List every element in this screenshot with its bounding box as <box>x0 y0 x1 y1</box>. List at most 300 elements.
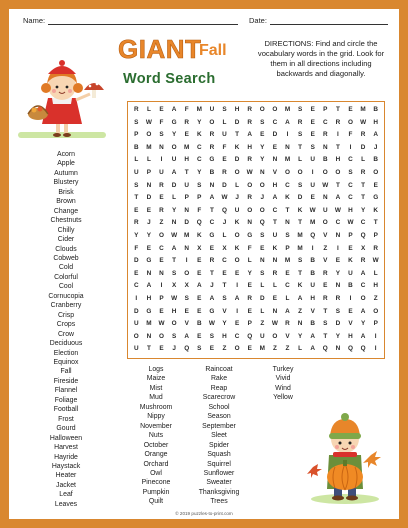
grid-letter[interactable]: O <box>146 131 152 139</box>
grid-letter[interactable]: M <box>184 143 190 151</box>
grid-letter[interactable]: R <box>133 106 139 114</box>
grid-letter[interactable]: D <box>297 194 303 202</box>
grid-letter[interactable]: T <box>361 194 366 202</box>
grid-letter[interactable]: C <box>272 118 278 126</box>
grid-letter[interactable]: E <box>159 345 164 353</box>
grid-letter[interactable]: U <box>322 206 328 214</box>
grid-letter[interactable]: S <box>222 295 227 303</box>
grid-letter[interactable]: K <box>272 244 278 252</box>
grid-letter[interactable]: E <box>222 156 227 164</box>
grid-letter[interactable]: Y <box>197 118 202 126</box>
grid-letter[interactable]: W <box>171 295 178 303</box>
grid-letter[interactable]: L <box>247 257 252 265</box>
grid-letter[interactable]: D <box>272 131 278 139</box>
grid-letter[interactable]: H <box>184 156 189 164</box>
grid-letter[interactable]: T <box>184 169 189 177</box>
grid-letter[interactable]: C <box>348 194 353 202</box>
grid-letter[interactable]: D <box>234 156 240 164</box>
grid-letter[interactable]: D <box>133 257 139 265</box>
grid-letter[interactable]: Y <box>260 156 265 164</box>
grid-letter[interactable]: N <box>285 143 290 151</box>
grid-letter[interactable]: E <box>197 307 202 315</box>
grid-letter[interactable]: L <box>134 156 139 164</box>
grid-letter[interactable]: S <box>171 269 177 277</box>
grid-letter[interactable]: T <box>361 181 366 189</box>
grid-letter[interactable]: N <box>184 206 189 214</box>
grid-letter[interactable]: G <box>146 307 152 315</box>
grid-letter[interactable]: I <box>311 169 314 177</box>
grid-letter[interactable]: S <box>260 118 265 126</box>
grid-letter[interactable]: N <box>335 232 341 240</box>
grid-letter[interactable]: U <box>259 332 265 340</box>
grid-letter[interactable]: O <box>373 307 379 315</box>
grid-letter[interactable]: L <box>260 307 265 315</box>
grid-letter[interactable]: S <box>297 257 303 265</box>
grid-letter[interactable]: P <box>373 232 378 240</box>
grid-letter[interactable]: M <box>284 106 291 114</box>
grid-letter[interactable]: W <box>145 118 152 126</box>
grid-letter[interactable]: V <box>348 320 353 328</box>
grid-letter[interactable]: K <box>297 206 303 214</box>
grid-letter[interactable]: A <box>335 194 341 202</box>
grid-letter[interactable]: M <box>196 106 202 114</box>
grid-letter[interactable]: E <box>197 269 202 277</box>
grid-letter[interactable]: M <box>310 219 316 227</box>
grid-letter[interactable]: I <box>374 332 377 340</box>
grid-letter[interactable]: R <box>335 295 341 303</box>
grid-letter[interactable]: L <box>298 156 303 164</box>
grid-letter[interactable]: P <box>184 194 189 202</box>
grid-letter[interactable]: O <box>259 206 265 214</box>
grid-letter[interactable]: O <box>234 345 240 353</box>
grid-letter[interactable]: Q <box>247 332 253 340</box>
grid-letter[interactable]: I <box>135 295 138 303</box>
grid-letter[interactable]: R <box>360 131 366 139</box>
grid-letter[interactable]: R <box>159 181 164 189</box>
grid-letter[interactable]: R <box>335 118 341 126</box>
grid-letter[interactable]: Y <box>134 232 139 240</box>
grid-letter[interactable]: E <box>146 244 152 252</box>
grid-letter[interactable]: A <box>360 332 366 340</box>
grid-letter[interactable]: P <box>146 169 152 177</box>
grid-letter[interactable]: E <box>348 106 353 114</box>
grid-letter[interactable]: O <box>272 332 278 340</box>
grid-letter[interactable]: T <box>285 206 290 214</box>
grid-letter[interactable]: A <box>297 295 303 303</box>
grid-letter[interactable]: Y <box>360 320 366 328</box>
grid-letter[interactable]: I <box>185 257 188 265</box>
grid-letter[interactable]: O <box>184 269 190 277</box>
grid-letter[interactable]: B <box>310 320 315 328</box>
grid-letter[interactable]: A <box>171 106 177 114</box>
grid-letter[interactable]: N <box>209 181 215 189</box>
grid-letter[interactable]: L <box>172 194 177 202</box>
grid-letter[interactable]: N <box>272 156 278 164</box>
grid-letter[interactable]: K <box>373 206 378 214</box>
grid-letter[interactable]: J <box>373 143 378 151</box>
grid-letter[interactable]: E <box>310 118 315 126</box>
grid-letter[interactable]: Y <box>335 269 341 277</box>
grid-letter[interactable]: R <box>247 118 252 126</box>
grid-letter[interactable]: R <box>297 118 303 126</box>
grid-letter[interactable]: Z <box>260 320 265 328</box>
grid-letter[interactable]: B <box>373 156 378 164</box>
grid-letter[interactable]: D <box>335 320 341 328</box>
grid-letter[interactable]: C <box>348 156 353 164</box>
grid-letter[interactable]: L <box>235 181 240 189</box>
grid-letter[interactable]: J <box>172 345 176 353</box>
grid-letter[interactable]: T <box>134 194 139 202</box>
grid-letter[interactable]: F <box>247 244 252 252</box>
grid-letter[interactable]: E <box>260 131 265 139</box>
grid-letter[interactable]: R <box>272 269 278 277</box>
grid-letter[interactable]: E <box>272 143 278 151</box>
grid-letter[interactable]: C <box>285 282 290 290</box>
grid-letter[interactable]: H <box>272 181 278 189</box>
grid-letter[interactable]: E <box>272 295 278 303</box>
grid-letter[interactable]: Q <box>348 345 353 353</box>
grid-letter[interactable]: H <box>234 106 240 114</box>
grid-letter[interactable]: M <box>284 156 291 164</box>
grid-letter[interactable]: T <box>172 257 177 265</box>
grid-letter[interactable]: R <box>184 118 189 126</box>
grid-letter[interactable]: T <box>335 106 340 114</box>
grid-letter[interactable]: A <box>171 169 177 177</box>
grid-letter[interactable]: R <box>133 219 139 227</box>
grid-letter[interactable]: I <box>311 244 314 252</box>
grid-letter[interactable]: E <box>234 320 240 328</box>
grid-letter[interactable]: N <box>272 307 278 315</box>
grid-letter[interactable]: O <box>360 295 366 303</box>
grid-letter[interactable]: E <box>159 194 164 202</box>
grid-letter[interactable]: J <box>210 282 214 290</box>
grid-letter[interactable]: C <box>360 219 366 227</box>
grid-letter[interactable]: P <box>197 194 202 202</box>
grid-letter[interactable]: I <box>160 282 163 290</box>
grid-letter[interactable]: E <box>323 282 328 290</box>
grid-letter[interactable]: D <box>222 181 227 189</box>
grid-letter[interactable]: U <box>133 320 139 328</box>
grid-letter[interactable]: W <box>171 232 178 240</box>
grid-letter[interactable]: B <box>310 269 315 277</box>
grid-letter[interactable]: I <box>236 282 238 290</box>
grid-letter[interactable]: E <box>184 307 189 315</box>
grid-letter[interactable]: H <box>373 282 378 290</box>
grid-letter[interactable]: T <box>209 206 214 214</box>
grid-letter[interactable]: K <box>234 244 240 252</box>
grid-letter[interactable]: Y <box>146 232 152 240</box>
grid-letter[interactable]: H <box>146 295 152 303</box>
grid-letter[interactable]: N <box>146 269 152 277</box>
grid-letter[interactable]: E <box>310 106 315 114</box>
grid-letter[interactable]: B <box>209 169 215 177</box>
grid-letter[interactable]: L <box>373 269 378 277</box>
grid-letter[interactable]: V <box>285 332 290 340</box>
grid-letter[interactable]: E <box>373 181 378 189</box>
grid-letter[interactable]: E <box>146 206 152 214</box>
grid-letter[interactable]: Y <box>197 169 202 177</box>
grid-letter[interactable]: O <box>171 143 177 151</box>
grid-letter[interactable]: N <box>146 181 152 189</box>
grid-letter[interactable]: E <box>348 244 353 252</box>
grid-letter[interactable]: K <box>234 143 240 151</box>
grid-letter[interactable]: J <box>260 194 265 202</box>
grid-letter[interactable]: K <box>234 219 240 227</box>
grid-letter[interactable]: U <box>310 282 315 290</box>
grid-letter[interactable]: V <box>323 257 328 265</box>
grid-letter[interactable]: A <box>360 307 366 315</box>
grid-letter[interactable]: N <box>322 143 328 151</box>
grid-letter[interactable]: D <box>184 219 189 227</box>
grid-letter[interactable]: U <box>133 345 139 353</box>
grid-letter[interactable]: Z <box>159 219 164 227</box>
grid-letter[interactable]: M <box>146 320 152 328</box>
grid-letter[interactable]: S <box>260 269 265 277</box>
grid-letter[interactable]: E <box>234 269 240 277</box>
grid-letter[interactable]: Q <box>184 345 190 353</box>
grid-letter[interactable]: O <box>373 169 379 177</box>
grid-letter[interactable]: E <box>134 206 139 214</box>
grid-letter[interactable]: S <box>285 232 290 240</box>
grid-letter[interactable]: X <box>197 244 202 252</box>
grid-letter[interactable]: I <box>236 307 238 315</box>
grid-letter[interactable]: E <box>247 345 252 353</box>
grid-letter[interactable]: B <box>133 143 139 151</box>
grid-letter[interactable]: W <box>221 194 228 202</box>
grid-letter[interactable]: M <box>297 232 303 240</box>
grid-letter[interactable]: B <box>373 106 378 114</box>
grid-letter[interactable]: M <box>360 106 366 114</box>
grid-letter[interactable]: I <box>349 295 352 303</box>
grid-letter[interactable]: O <box>159 332 164 340</box>
grid-letter[interactable]: S <box>209 332 215 340</box>
grid-letter[interactable]: A <box>171 244 177 252</box>
date-line[interactable] <box>270 17 388 25</box>
grid-letter[interactable]: N <box>272 257 278 265</box>
grid-letter[interactable]: H <box>335 156 341 164</box>
grid-letter[interactable]: C <box>196 156 202 164</box>
grid-letter[interactable]: X <box>222 244 227 252</box>
grid-letter[interactable]: J <box>222 219 227 227</box>
grid-letter[interactable]: N <box>259 169 265 177</box>
grid-letter[interactable]: L <box>260 282 265 290</box>
grid-letter[interactable]: R <box>209 257 215 265</box>
grid-letter[interactable]: R <box>322 131 328 139</box>
grid-letter[interactable]: R <box>322 295 328 303</box>
grid-letter[interactable]: R <box>322 269 328 277</box>
date-field[interactable] <box>249 16 388 25</box>
grid-letter[interactable]: L <box>146 156 151 164</box>
grid-letter[interactable]: I <box>349 143 352 151</box>
grid-letter[interactable]: S <box>197 181 202 189</box>
grid-letter[interactable]: N <box>184 244 189 252</box>
grid-letter[interactable]: U <box>171 156 177 164</box>
grid-letter[interactable]: Q <box>259 219 265 227</box>
grid-letter[interactable]: W <box>360 118 367 126</box>
grid-letter[interactable]: A <box>272 194 278 202</box>
grid-letter[interactable]: M <box>184 232 190 240</box>
grid-letter[interactable]: W <box>246 169 253 177</box>
grid-letter[interactable]: Y <box>171 131 177 139</box>
grid-letter[interactable]: S <box>171 332 177 340</box>
grid-letter[interactable]: I <box>337 131 339 139</box>
grid-letter[interactable]: E <box>247 307 252 315</box>
grid-letter[interactable]: C <box>209 219 215 227</box>
grid-letter[interactable]: E <box>184 131 189 139</box>
grid-letter[interactable]: C <box>360 282 366 290</box>
grid-letter[interactable]: O <box>234 169 240 177</box>
grid-letter[interactable]: S <box>323 320 328 328</box>
grid-letter[interactable]: O <box>322 169 328 177</box>
grid-letter[interactable]: A <box>360 269 366 277</box>
grid-letter[interactable]: L <box>361 156 366 164</box>
grid-letter[interactable]: S <box>184 295 189 303</box>
grid-letter[interactable]: S <box>348 169 353 177</box>
grid-letter[interactable]: J <box>147 219 151 227</box>
grid-letter[interactable]: R <box>209 131 215 139</box>
grid-letter[interactable]: R <box>360 257 366 265</box>
grid-letter[interactable]: G <box>209 232 215 240</box>
grid-letter[interactable]: A <box>285 307 290 315</box>
grid-letter[interactable]: T <box>209 269 214 277</box>
grid-letter[interactable]: I <box>374 345 377 353</box>
grid-letter[interactable]: O <box>348 118 353 126</box>
name-field[interactable] <box>23 16 238 25</box>
grid-letter[interactable]: O <box>234 257 240 265</box>
grid-letter[interactable]: O <box>159 232 164 240</box>
grid-letter[interactable]: C <box>285 181 290 189</box>
grid-letter[interactable]: C <box>335 219 341 227</box>
grid-letter[interactable]: W <box>322 181 329 189</box>
grid-letter[interactable]: V <box>323 232 328 240</box>
grid-letter[interactable]: S <box>297 106 303 114</box>
name-line[interactable] <box>48 17 238 25</box>
grid-letter[interactable]: M <box>284 257 291 265</box>
grid-letter[interactable]: Y <box>171 206 177 214</box>
grid-letter[interactable]: B <box>196 320 202 328</box>
grid-letter[interactable]: E <box>285 269 290 277</box>
grid-letter[interactable]: Z <box>373 295 378 303</box>
grid-letter[interactable]: S <box>159 131 164 139</box>
grid-letter[interactable]: B <box>348 282 353 290</box>
grid-letter[interactable]: O <box>259 106 265 114</box>
grid-letter[interactable]: R <box>209 143 215 151</box>
grid-letter[interactable]: O <box>335 169 341 177</box>
grid-letter[interactable]: N <box>335 345 341 353</box>
grid-letter[interactable]: A <box>234 295 240 303</box>
grid-letter[interactable]: N <box>322 194 328 202</box>
grid-letter[interactable]: S <box>260 232 265 240</box>
letter-grid[interactable] <box>127 101 385 359</box>
grid-letter[interactable]: I <box>160 156 163 164</box>
grid-letter[interactable]: O <box>234 232 240 240</box>
grid-letter[interactable]: U <box>159 169 164 177</box>
grid-letter[interactable]: Y <box>360 206 366 214</box>
grid-letter[interactable]: C <box>159 244 164 252</box>
grid-letter[interactable]: S <box>335 307 341 315</box>
grid-letter[interactable]: O <box>259 181 265 189</box>
grid-letter[interactable]: A <box>373 131 378 139</box>
grid-letter[interactable]: B <box>310 257 315 265</box>
grid-letter[interactable]: T <box>373 219 378 227</box>
grid-letter[interactable]: O <box>209 118 215 126</box>
grid-letter[interactable]: T <box>335 143 340 151</box>
grid-letter[interactable]: C <box>234 332 240 340</box>
grid-letter[interactable]: O <box>297 169 303 177</box>
grid-letter[interactable]: N <box>285 219 290 227</box>
grid-letter[interactable]: N <box>159 269 164 277</box>
grid-letter[interactable]: R <box>159 206 164 214</box>
grid-letter[interactable]: V <box>310 307 315 315</box>
grid-letter[interactable]: R <box>247 295 252 303</box>
grid-letter[interactable]: A <box>209 295 215 303</box>
grid-letter[interactable]: E <box>197 332 202 340</box>
grid-letter[interactable]: R <box>222 169 227 177</box>
grid-letter[interactable]: K <box>285 194 290 202</box>
grid-letter[interactable]: H <box>310 295 315 303</box>
grid-letter[interactable]: U <box>133 169 139 177</box>
grid-letter[interactable]: B <box>322 156 328 164</box>
grid-letter[interactable]: V <box>222 307 227 315</box>
grid-letter[interactable]: S <box>297 181 303 189</box>
grid-letter[interactable]: L <box>285 295 290 303</box>
grid-letter[interactable]: T <box>222 282 227 290</box>
grid-letter[interactable]: T <box>323 307 328 315</box>
grid-letter[interactable]: Y <box>222 320 227 328</box>
grid-letter[interactable]: U <box>310 181 315 189</box>
grid-letter[interactable]: Z <box>298 307 303 315</box>
grid-letter[interactable]: J <box>235 194 239 202</box>
grid-letter[interactable]: Y <box>297 332 303 340</box>
grid-letter[interactable]: E <box>222 269 227 277</box>
grid-letter[interactable]: K <box>196 232 202 240</box>
grid-letter[interactable]: E <box>260 244 265 252</box>
grid-letter[interactable]: E <box>335 257 341 265</box>
grid-letter[interactable]: E <box>197 295 202 303</box>
grid-letter[interactable]: A <box>209 194 215 202</box>
grid-letter[interactable]: Z <box>222 345 227 353</box>
grid-letter[interactable]: R <box>285 320 290 328</box>
grid-letter[interactable]: Y <box>260 143 265 151</box>
grid-letter[interactable]: I <box>337 244 339 252</box>
grid-letter[interactable]: E <box>197 257 202 265</box>
grid-letter[interactable]: R <box>247 156 252 164</box>
grid-letter[interactable]: U <box>184 181 189 189</box>
grid-letter[interactable]: W <box>372 257 379 265</box>
grid-letter[interactable]: C <box>133 282 139 290</box>
grid-letter[interactable]: E <box>159 257 164 265</box>
grid-letter[interactable]: Q <box>222 206 227 214</box>
grid-letter[interactable]: Q <box>310 232 316 240</box>
grid-letter[interactable]: C <box>222 257 227 265</box>
grid-letter[interactable]: N <box>259 257 265 265</box>
grid-letter[interactable]: D <box>171 181 177 189</box>
grid-letter[interactable]: W <box>334 206 341 214</box>
grid-letter[interactable]: G <box>209 307 215 315</box>
grid-letter[interactable]: S <box>297 131 303 139</box>
grid-letter[interactable]: Y <box>247 269 252 277</box>
grid-letter[interactable]: P <box>134 131 139 139</box>
grid-letter[interactable]: H <box>348 206 353 214</box>
grid-letter[interactable]: G <box>171 118 177 126</box>
grid-letter[interactable]: Q <box>360 345 366 353</box>
grid-letter[interactable]: A <box>285 118 290 126</box>
grid-letter[interactable]: L <box>146 106 151 114</box>
grid-letter[interactable]: F <box>184 106 189 114</box>
grid-letter[interactable]: H <box>222 332 227 340</box>
grid-letter[interactable]: W <box>271 320 278 328</box>
grid-letter[interactable]: N <box>146 332 152 340</box>
